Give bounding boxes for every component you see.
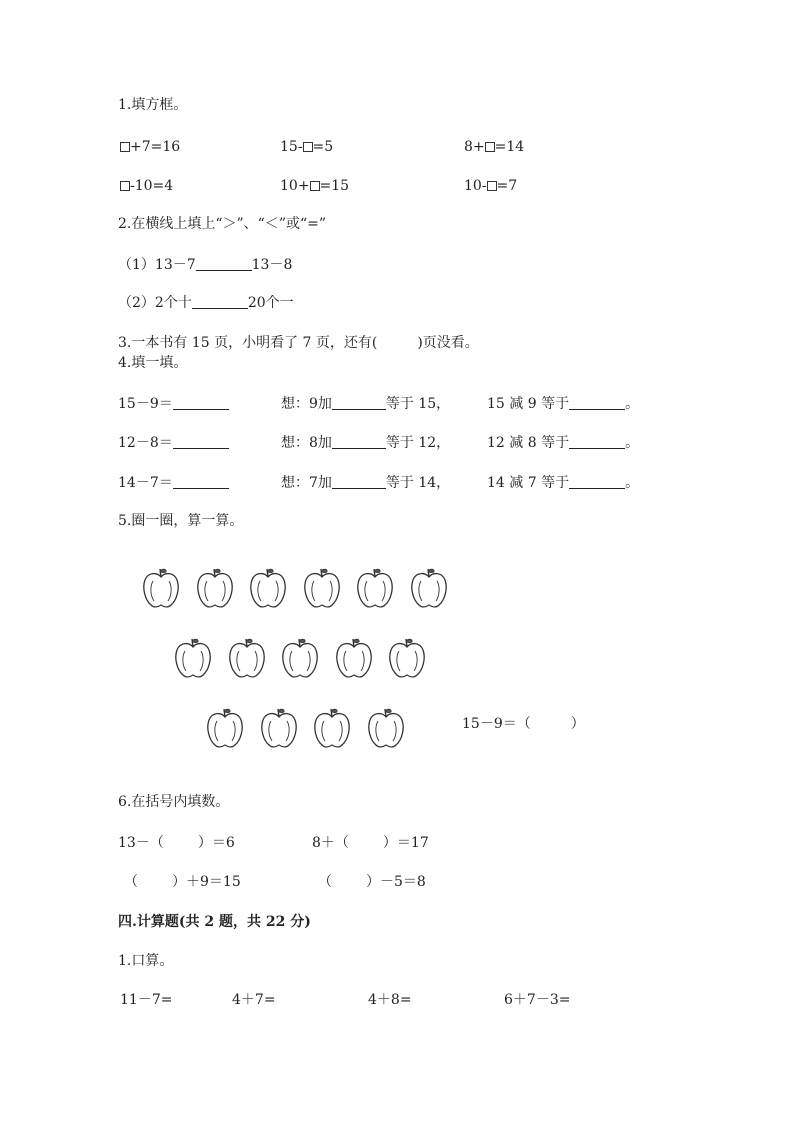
apple-icon bbox=[386, 636, 428, 680]
answer-box[interactable] bbox=[303, 142, 313, 152]
apple-icon bbox=[140, 566, 182, 610]
q4-title: 4.填一填。 bbox=[118, 355, 188, 371]
apple-icon bbox=[172, 636, 214, 680]
answer-blank[interactable] bbox=[196, 257, 252, 271]
q1-item: 10- =7 bbox=[464, 178, 518, 194]
answer-blank[interactable] bbox=[332, 475, 386, 489]
q1-item: -10=4 bbox=[120, 177, 173, 195]
q2-item: （2）2个十 20个一 bbox=[118, 295, 294, 311]
q4-subtract: 14 减 7 等于 。 bbox=[487, 475, 640, 491]
q4-think: 想：7加 等于 14， bbox=[281, 475, 451, 491]
apple-icon bbox=[354, 566, 396, 610]
q2-item: （1）13－7 13－8 bbox=[118, 257, 293, 273]
answer-box[interactable] bbox=[487, 181, 497, 191]
q5-equation: 15－9＝（ ） bbox=[462, 716, 585, 732]
apple-icon bbox=[408, 566, 450, 610]
q4-subtract: 15 减 9 等于 。 bbox=[487, 396, 640, 412]
apple-icon bbox=[258, 706, 300, 750]
q5-title: 5.圈一圈，算一算。 bbox=[118, 513, 244, 529]
mental-math-item: 4＋8= bbox=[368, 992, 412, 1008]
answer-blank[interactable] bbox=[173, 435, 229, 449]
answer-box[interactable] bbox=[310, 181, 320, 191]
apple-icon bbox=[247, 566, 289, 610]
q4-equation: 12－8＝ bbox=[118, 434, 229, 452]
apple-icon bbox=[194, 566, 236, 610]
answer-box[interactable] bbox=[120, 142, 130, 152]
mental-math-item: 11－7= bbox=[120, 992, 173, 1008]
apple-icon bbox=[311, 706, 353, 750]
answer-blank[interactable] bbox=[569, 475, 625, 489]
q1-item: 8+ =14 bbox=[464, 139, 525, 155]
section-4-q1-title: 1.口算。 bbox=[118, 953, 174, 969]
apple-icon bbox=[365, 706, 407, 750]
apple-icon bbox=[226, 636, 268, 680]
answer-blank[interactable] bbox=[332, 435, 386, 449]
q4-equation: 15－9＝ bbox=[118, 395, 229, 413]
answer-blank[interactable] bbox=[173, 475, 229, 489]
apple-icon bbox=[204, 706, 246, 750]
q6-item: （ ）＋9＝15 bbox=[124, 874, 241, 890]
answer-blank[interactable] bbox=[569, 396, 625, 410]
q2-title: 2.在横线上填上“＞”、“＜”或“=” bbox=[118, 216, 327, 232]
mental-math-item: 4＋7= bbox=[232, 992, 276, 1008]
q1-title: 1.填方框。 bbox=[118, 97, 188, 113]
answer-box[interactable] bbox=[120, 181, 130, 191]
answer-box[interactable] bbox=[485, 142, 495, 152]
apple-icon bbox=[279, 636, 321, 680]
q4-think: 想：9加 等于 15， bbox=[281, 396, 451, 412]
q6-title: 6.在括号内填数。 bbox=[118, 794, 230, 810]
q1-item: +7=16 bbox=[120, 138, 180, 156]
answer-blank[interactable] bbox=[332, 396, 386, 410]
mental-math-item: 6＋7－3= bbox=[504, 992, 571, 1008]
answer-blank[interactable] bbox=[569, 435, 625, 449]
q3-question: 3.一本书有 15 页，小明看了 7 页，还有( )页没看。 bbox=[118, 335, 479, 351]
q4-subtract: 12 减 8 等于 。 bbox=[487, 435, 640, 451]
q6-item: 8＋（ ）＝17 bbox=[312, 835, 429, 851]
apple-icon bbox=[301, 566, 343, 610]
q4-think: 想：8加 等于 12， bbox=[281, 435, 451, 451]
answer-blank[interactable] bbox=[173, 396, 229, 410]
q6-item: 13－（ ）＝6 bbox=[118, 835, 235, 851]
apple-icon bbox=[333, 636, 375, 680]
q1-item: 15- =5 bbox=[280, 139, 334, 155]
answer-blank[interactable] bbox=[192, 295, 248, 309]
section-4-heading: 四.计算题(共 2 题，共 22 分) bbox=[118, 914, 311, 930]
q6-item: （ ）－5＝8 bbox=[318, 874, 426, 890]
q1-item: 10+ =15 bbox=[280, 178, 350, 194]
q4-equation: 14－7＝ bbox=[118, 474, 229, 492]
